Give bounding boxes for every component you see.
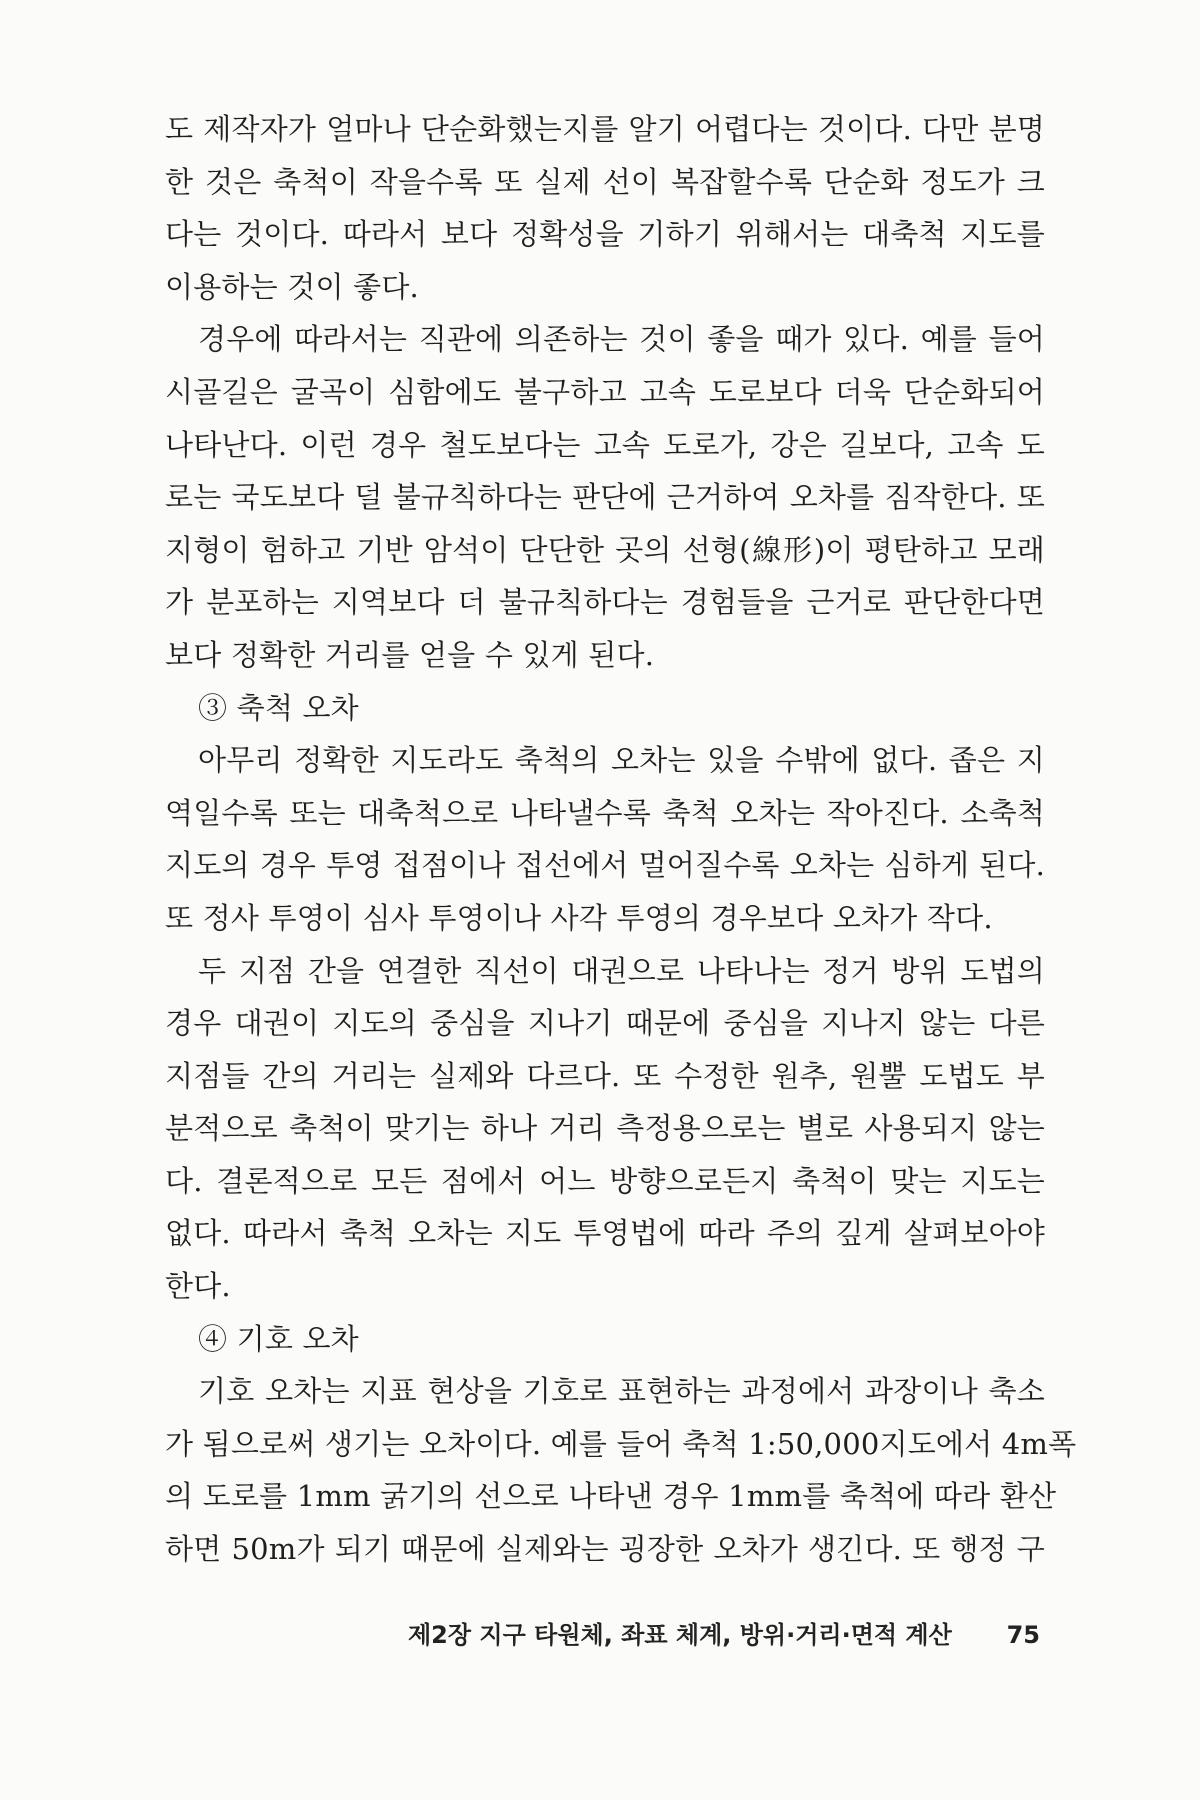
text-line: 나타난다. 이런 경우 철도보다는 고속 도로가, 강은 길보다, 고속 도 [165, 427, 1045, 462]
text-line: 또 정사 투영이 심사 투영이나 사각 투영의 경우보다 오차가 작다. [165, 900, 993, 935]
text-line: 가 분포하는 지역보다 더 불규칙하다는 경험들을 근거로 판단한다면 [165, 585, 1045, 620]
text-line: 분적으로 축척이 맞기는 하나 거리 측정용으로는 별로 사용되지 않는 [165, 1111, 1045, 1146]
text-line: 한 것은 축척이 작을수록 또 실제 선이 복잡할수록 단순화 정도가 크 [165, 164, 1045, 199]
text-line: 역일수록 또는 대축척으로 나타낼수록 축척 오차는 작아진다. 소축척 [165, 795, 1045, 830]
text-line: 다는 것이다. 따라서 보다 정확성을 기하기 위해서는 대축척 지도를 [165, 217, 1045, 252]
text-line: 지형이 험하고 기반 암석이 단단한 곳의 선형(線形)이 평탄하고 모래 [165, 532, 1045, 567]
text-line: 경우 대권이 지도의 중심을 지나기 때문에 중심을 지나지 않는 다른 [165, 1006, 1045, 1041]
text-line: 아무리 정확한 지도라도 축척의 오차는 있을 수밖에 없다. 좁은 지 [198, 743, 1045, 778]
page-footer [408, 1615, 1040, 1650]
text-line: 하면 50m가 되기 때문에 실제와는 굉장한 오차가 생긴다. 또 행정 구 [165, 1532, 1045, 1567]
text-line: 가 됨으로써 생기는 오차이다. 예를 들어 축척 1:50,000지도에서 4m폭 [165, 1426, 1077, 1461]
page-number: 75 [1006, 1621, 1040, 1649]
body-text [165, 107, 1077, 1580]
section-heading: ④ 기호 오차 [198, 1321, 359, 1356]
text-line: 기호 오차는 지표 현상을 기호로 표현하는 과정에서 과장이나 축소 [198, 1374, 1045, 1409]
section-heading: ③ 축척 오차 [198, 690, 359, 725]
chapter-title: 제2장 지구 타원체, 좌표 체계, 방위·거리·면적 계산 [408, 1621, 952, 1649]
text-line: 시골길은 굴곡이 심함에도 불구하고 고속 도로보다 더욱 단순화되어 [165, 374, 1045, 409]
text-line: 경우에 따라서는 직관에 의존하는 것이 좋을 때가 있다. 예를 들어 [198, 322, 1045, 357]
text-line: 없다. 따라서 축척 오차는 지도 투영법에 따라 주의 깊게 살펴보아야 [165, 1216, 1045, 1251]
text-line: 지도의 경우 투영 접점이나 접선에서 멀어질수록 오차는 심하게 된다. [165, 848, 1045, 883]
text-line: 다. 결론적으로 모든 점에서 어느 방향으로든지 축척이 맞는 지도는 [165, 1163, 1045, 1198]
text-line: 의 도로를 1mm 굵기의 선으로 나타낸 경우 1mm를 축척에 따라 환산 [165, 1479, 1057, 1514]
text-line: 한다. [165, 1269, 231, 1304]
text-line: 두 지점 간을 연결한 직선이 대권으로 나타나는 정거 방위 도법의 [198, 953, 1045, 988]
text-line: 이용하는 것이 좋다. [165, 269, 419, 304]
text-line: 지점들 간의 거리는 실제와 다르다. 또 수정한 원추, 원뿔 도법도 부 [165, 1058, 1045, 1093]
text-line: 로는 국도보다 덜 불규칙하다는 판단에 근거하여 오차를 짐작한다. 또 [165, 480, 1045, 515]
text-line: 도 제작자가 얼마나 단순화했는지를 알기 어렵다는 것이다. 다만 분명 [165, 112, 1045, 146]
text-line: 보다 정확한 거리를 얻을 수 있게 된다. [165, 637, 655, 672]
